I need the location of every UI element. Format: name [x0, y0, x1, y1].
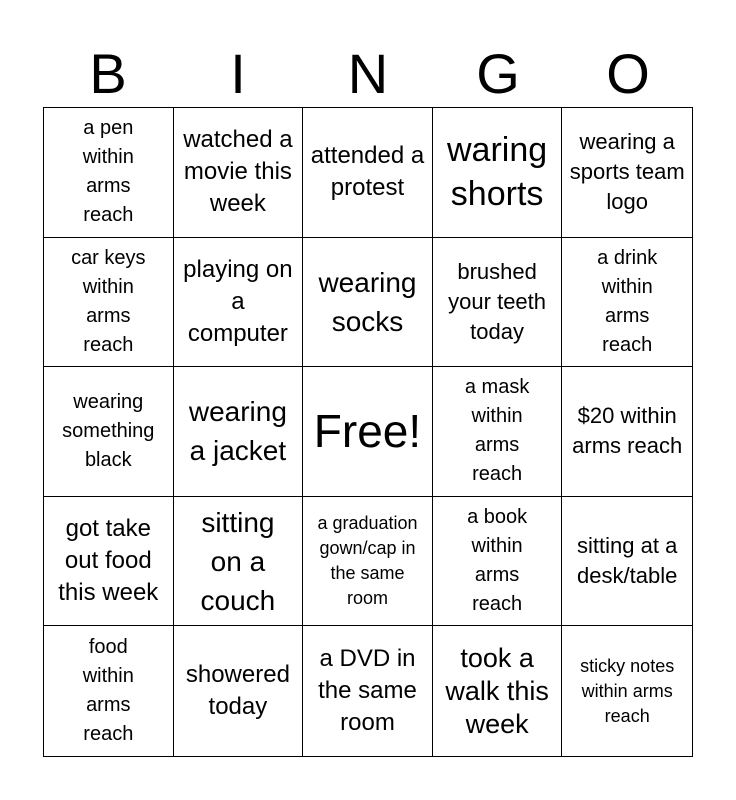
bingo-board: [43, 107, 693, 757]
bingo-cell[interactable]: [303, 108, 433, 238]
cell-text: showered today: [185, 661, 290, 721]
cell-text: a pen within arms reach: [82, 117, 134, 227]
bingo-cell[interactable]: [562, 238, 692, 368]
bingo-cell[interactable]: [303, 497, 433, 627]
bingo-cell[interactable]: [433, 497, 563, 627]
header-letter-b: B: [89, 42, 127, 105]
bingo-cell[interactable]: [174, 626, 304, 756]
header-letter-i: I: [230, 42, 246, 105]
cell-text: a drink within arms reach: [597, 246, 658, 356]
header-letter-o: O: [606, 42, 650, 105]
cell-text: sitting at a desk/table: [577, 533, 678, 589]
cell-text: sitting on a couch: [200, 506, 276, 616]
bingo-cell[interactable]: [303, 626, 433, 756]
bingo-cell[interactable]: [562, 367, 692, 497]
free-space[interactable]: [303, 367, 433, 497]
cell-text: took a walk this week: [445, 642, 549, 739]
header-letter-g: G: [476, 42, 520, 105]
cell-text: a mask within arms reach: [464, 376, 530, 486]
cell-text: sticky notes within arms reach: [580, 655, 675, 726]
bingo-cell[interactable]: [174, 497, 304, 627]
cell-text: $20 within arms reach: [572, 403, 683, 459]
cell-text: wearing socks: [318, 266, 417, 337]
cell-text: food within arms reach: [82, 636, 134, 746]
bingo-cell[interactable]: [174, 108, 304, 238]
bingo-cell[interactable]: [44, 497, 174, 627]
cell-text: a DVD in the same room: [318, 645, 417, 737]
cell-text: waring shorts: [447, 131, 548, 214]
bingo-cell[interactable]: [303, 238, 433, 368]
bingo-cell[interactable]: [433, 238, 563, 368]
bingo-cell[interactable]: [174, 367, 304, 497]
bingo-cell[interactable]: [174, 238, 304, 368]
cell-text: a book within arms reach: [467, 506, 528, 616]
header-letter-n: N: [347, 42, 389, 105]
cell-text: Free!: [313, 405, 422, 458]
bingo-cell[interactable]: [433, 626, 563, 756]
cell-text: watched a movie this week: [183, 126, 293, 218]
cell-text: got take out food this week: [58, 515, 159, 607]
cell-text: car keys within arms reach: [71, 246, 146, 356]
cell-text: playing on a computer: [183, 255, 293, 347]
bingo-cell[interactable]: [562, 626, 692, 756]
bingo-cell[interactable]: [433, 367, 563, 497]
bingo-header: [43, 40, 693, 108]
bingo-cell[interactable]: [433, 108, 563, 238]
cell-text: wearing something black: [62, 390, 155, 471]
bingo-cell[interactable]: [562, 108, 692, 238]
bingo-cell[interactable]: [44, 367, 174, 497]
bingo-cell[interactable]: [44, 108, 174, 238]
cell-text: wearing a jacket: [188, 396, 287, 467]
cell-text: wearing a sports team logo: [569, 129, 685, 215]
bingo-cell[interactable]: [562, 497, 692, 627]
cell-text: attended a protest: [310, 142, 425, 202]
bingo-cell[interactable]: [44, 626, 174, 756]
cell-text: brushed your teeth today: [448, 258, 547, 344]
cell-text: a graduation gown/cap in the same room: [317, 513, 418, 609]
bingo-cell[interactable]: [44, 238, 174, 368]
